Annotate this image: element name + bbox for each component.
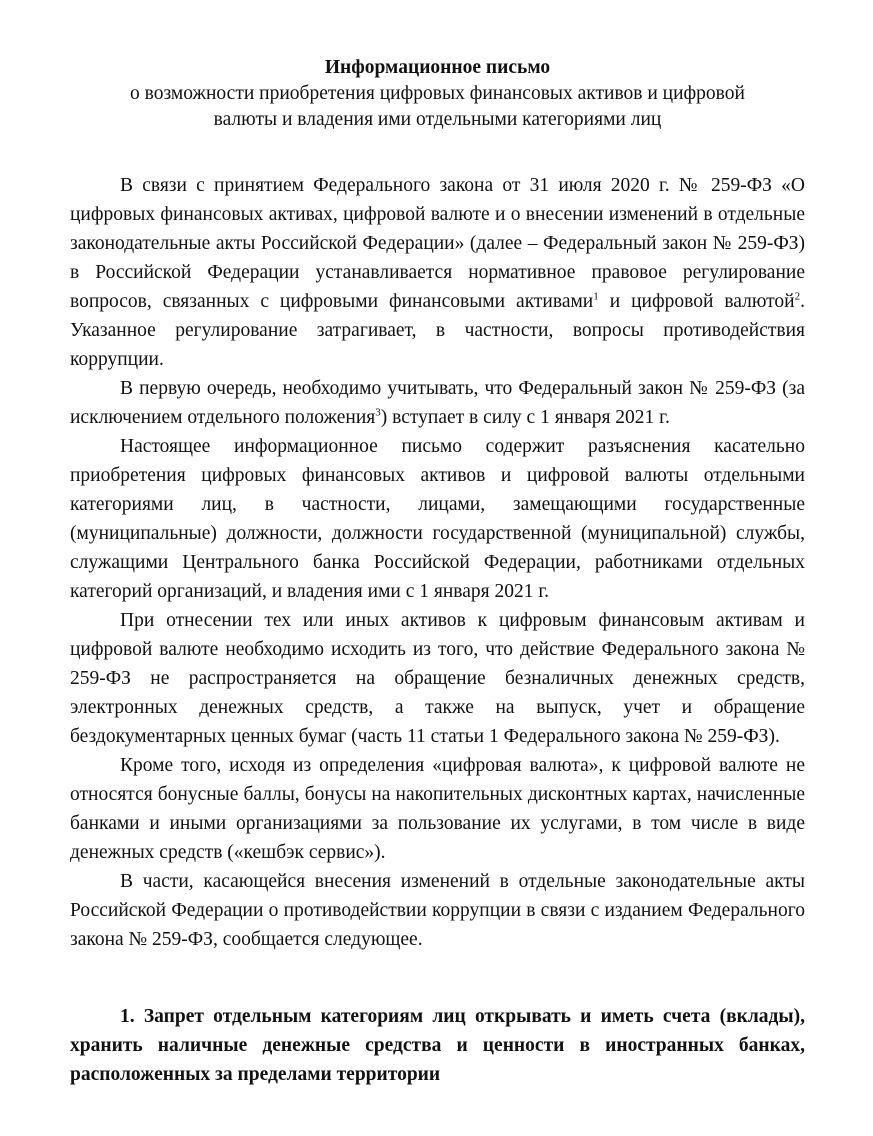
paragraph-3: Настоящее информационное письмо содержит разъяснения касательно приобретения цифровых финансовых активов и цифровой валюты отдельными категориями лиц, в частности, лицами, замещающими государственные (муниципальные) должности, должности государственной (муниципальной) службы, служащими Центрального банка Российской Федерации, работниками отдельных категорий организаций, и владения ими с 1 января 2021 г. xyxy=(70,436,805,602)
document-page xyxy=(70,55,805,1089)
paragraph-6: В части, касающейся внесения изменений в отдельные законодательные акты Российской Федерации о противодействии коррупции в связи с изданием Федерального закона № 259-ФЗ, сообщается следующее. xyxy=(70,871,805,950)
paragraph-4: При отнесении тех или иных активов к цифровым финансовым активам и цифровой валюте необходимо исходить из того, что действие Федерального закона № 259-ФЗ не распространяется на обращение безналичных денежных средств, электронных денежных средств, а также на выпуск, учет и обращение бездокументарных ценных бумаг (часть 11 статьи 1 Федерального закона № 259-ФЗ). xyxy=(70,610,805,747)
paragraph-2-text-b: ) вступает в силу с 1 января 2021 г. xyxy=(380,407,670,428)
paragraph-2 xyxy=(70,374,805,432)
paragraph-1-text-a: В связи с принятием Федерального закона от 31 июля 2020 г. № 259-ФЗ «О цифровых финансовых активах, цифровой валюте и о внесении изменений в отдельные законодательные акты Российской Федерации» (далее – Федеральный закон № 259-ФЗ) в Российской Федерации устанавливается нормативное правовое регулирование вопросов, связанных с цифровыми финансовыми активами xyxy=(70,175,805,312)
footnote-ref-3: 3 xyxy=(375,406,381,419)
paragraph-1-text-b: и цифровой валютой xyxy=(598,291,795,312)
footnote-ref-2: 2 xyxy=(794,290,801,303)
footnote-ref-1: 1 xyxy=(593,290,599,303)
section-heading-1: 1. Запрет отдельным категориям лиц открывать и иметь счета (вклады), хранить наличные денежные средства и ценности в иностранных банках, расположенных за пределами территории xyxy=(70,1006,805,1085)
paragraph-2-text-a: В первую очередь, необходимо учитывать, что Федеральный закон № 259-ФЗ (за исключением отдельного положения xyxy=(70,378,805,428)
paragraph-1 xyxy=(70,171,805,374)
document-title: Информационное письмо xyxy=(324,57,551,78)
document-subtitle xyxy=(70,81,805,133)
subtitle-line-1: о возможности приобретения цифровых финансовых активов и цифровой xyxy=(130,83,745,104)
paragraph-5: Кроме того, исходя из определения «цифровая валюта», к цифровой валюте не относятся бонусные баллы, бонусы на накопительных дисконтных картах, начисленные банками и иными организациями за пользование их услугами, в том числе в виде денежных средств («кешбэк сервис»). xyxy=(70,755,805,863)
subtitle-line-2: валюты и владения ими отдельными категориями лиц xyxy=(213,109,662,130)
paragraph-1-text-c: . Указанное регулирование затрагивает, в частности, вопросы противодействия коррупции. xyxy=(70,291,805,370)
